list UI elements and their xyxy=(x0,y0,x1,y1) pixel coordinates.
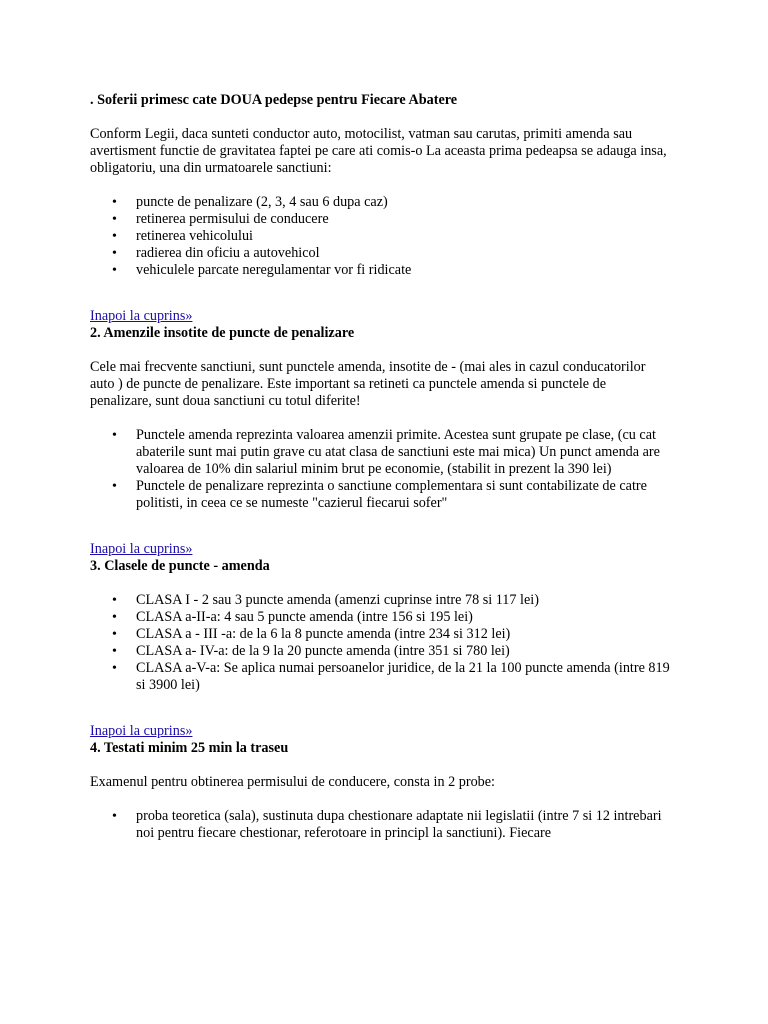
section-1-title: . Soferii primesc cate DOUA pedepse pentru Fiecare Abatere xyxy=(90,92,458,108)
section-3-list xyxy=(90,592,670,694)
section-2-paragraph: Cele mai frecvente sanctiuni, sunt punctele amenda, insotite de - (mai ales in cazul conducatorilor auto ) de puncte de penalizare. Este important sa retineti ca punctele amenda si punctele de penalizare, sunt doua sanctiuni cu totul diferite! xyxy=(90,359,646,409)
section-1-paragraph: Conform Legii, daca sunteti conductor auto, motocilist, vatman sau carutas, primiti amenda sau avertisment functie de gravitatea faptei pe care ati comis-o La aceasta prima pedeapsa se adauga insa, obligatoriu, una din urmatoarele sanctiuni: xyxy=(90,126,667,176)
list-item-text: radierea din oficiu a autovehicol xyxy=(136,245,320,261)
list-item-text: CLASA a - III -a: de la 6 la 8 puncte amenda (intre 234 si 312 lei) xyxy=(136,626,511,642)
bullet-icon: • xyxy=(112,610,117,625)
bullet-icon: • xyxy=(112,195,117,210)
section-2-title: 2. Amenzile insotite de puncte de penalizare xyxy=(90,325,355,341)
back-to-contents-link[interactable]: Inapoi la cuprins» xyxy=(90,541,193,557)
bullet-icon: • xyxy=(112,627,117,642)
list-item xyxy=(112,660,670,694)
section-2 xyxy=(90,308,670,512)
list-item-text: puncte de penalizare (2, 3, 4 sau 6 dupa caz) xyxy=(136,194,388,210)
bullet-icon: • xyxy=(112,229,117,244)
bullet-icon: • xyxy=(112,246,117,261)
list-item xyxy=(112,609,670,626)
section-4-paragraph: Examenul pentru obtinerea permisului de conducere, consta in 2 probe: xyxy=(90,774,495,790)
list-item-text: CLASA a-V-a: Se aplica numai persoanelor juridice, de la 21 la 100 puncte amenda (intre 819 si 3900 lei) xyxy=(136,660,670,693)
list-item-text: Punctele amenda reprezinta valoarea amenzii primite. Acestea sunt grupate pe clase, (cu cat abaterile sunt mai putin grave cu atat clasa de sanctiuni este mai mica) Un punct amenda are valoarea de 10% din salariul minim brut pe economie, (stabilit in prezent la 390 lei) xyxy=(136,427,660,477)
section-4-list xyxy=(90,808,670,842)
bullet-icon: • xyxy=(112,809,117,824)
list-item xyxy=(112,194,670,211)
bullet-icon: • xyxy=(112,479,117,494)
list-item-text: vehiculele parcate neregulamentar vor fi ridicate xyxy=(136,262,412,278)
back-to-contents-link[interactable]: Inapoi la cuprins» xyxy=(90,308,193,324)
bullet-icon: • xyxy=(112,593,117,608)
list-item-text: CLASA a- IV-a: de la 9 la 20 puncte amenda (intre 351 si 780 lei) xyxy=(136,643,510,659)
bullet-icon: • xyxy=(112,263,117,278)
list-item-text: CLASA I - 2 sau 3 puncte amenda (amenzi cuprinse intre 78 si 117 lei) xyxy=(136,592,539,608)
list-item xyxy=(112,427,670,478)
bullet-icon: • xyxy=(112,428,117,443)
section-3-title: 3. Clasele de puncte - amenda xyxy=(90,558,270,574)
list-item xyxy=(112,262,670,279)
list-item xyxy=(112,211,670,228)
list-item xyxy=(112,592,670,609)
list-item-text: proba teoretica (sala), sustinuta dupa chestionare adaptate nii legislatii (intre 7 si 12 intrebari noi pentru fiecare chestionar, referotoare in principl la sanctiuni). Fiecare xyxy=(136,808,662,841)
section-3 xyxy=(90,541,670,694)
list-item-text: retinerea vehicolului xyxy=(136,228,253,244)
bullet-icon: • xyxy=(112,212,117,227)
section-1 xyxy=(90,92,670,279)
list-item xyxy=(112,643,670,660)
section-1-list xyxy=(90,194,670,279)
list-item-text: CLASA a-II-a: 4 sau 5 puncte amenda (intre 156 si 195 lei) xyxy=(136,609,473,625)
bullet-icon: • xyxy=(112,661,117,676)
section-4-title: 4. Testati minim 25 min la traseu xyxy=(90,740,289,756)
list-item-text: retinerea permisului de conducere xyxy=(136,211,329,227)
list-item xyxy=(112,228,670,245)
section-4 xyxy=(90,723,670,842)
list-item-text: Punctele de penalizare reprezinta o sanctiune complementara si sunt contabilizate de catre politisti, in ceea ce se numeste "cazierul fiecarui sofer" xyxy=(136,478,647,511)
list-item xyxy=(112,478,670,512)
list-item xyxy=(112,245,670,262)
list-item xyxy=(112,626,670,643)
bullet-icon: • xyxy=(112,644,117,659)
section-2-list xyxy=(90,427,670,512)
list-item xyxy=(112,808,670,842)
document-page xyxy=(90,92,670,842)
back-to-contents-link[interactable]: Inapoi la cuprins» xyxy=(90,723,193,739)
